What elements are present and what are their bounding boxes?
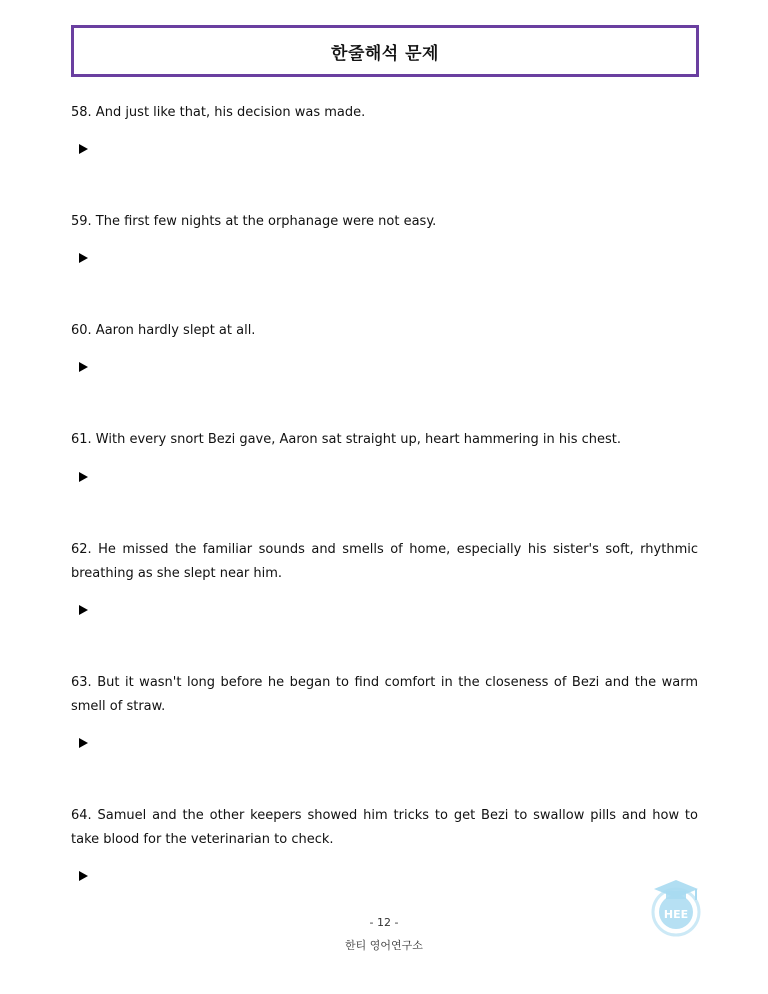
footer-organization: 한티 영어연구소 (345, 939, 423, 952)
question-61 (71, 428, 698, 452)
answer-arrow-icon (79, 738, 88, 748)
page-number: - 12 - (369, 916, 399, 929)
answer-arrow-icon (79, 144, 88, 154)
question-text: 61. With every snort Bezi gave, Aaron sat straight up, heart hammering in his chest. (71, 432, 622, 447)
answer-arrow-icon (79, 362, 88, 372)
logo-text: HEE (663, 908, 689, 921)
question-59 (71, 210, 698, 234)
question-text: 64. Samuel and the other keepers showed him tricks to get Bezi to swallow pills and how to take blood for the veterinarian to check. (71, 808, 698, 847)
answer-arrow-icon (79, 472, 88, 482)
question-64 (71, 804, 698, 852)
answer-arrow-icon (79, 605, 88, 615)
question-63 (71, 671, 698, 719)
question-text: 58. And just like that, his decision was made. (71, 105, 366, 120)
question-60 (71, 319, 698, 343)
question-text: 59. The first few nights at the orphanage were not easy. (71, 214, 437, 229)
answer-arrow-icon (79, 253, 88, 263)
question-62 (71, 538, 698, 586)
title-box (71, 25, 699, 77)
answer-arrow-icon (79, 871, 88, 881)
page-title: 한줄해석 문제 (331, 43, 439, 64)
graduation-cap-icon (648, 876, 704, 940)
question-text: 63. But it wasn't long before he began to find comfort in the closeness of Bezi and the warm smell of straw. (71, 675, 698, 714)
question-58 (71, 101, 698, 125)
question-text: 60. Aaron hardly slept at all. (71, 323, 256, 338)
hee-logo (648, 876, 704, 940)
question-text: 62. He missed the familiar sounds and smells of home, especially his sister's soft, rhythmic breathing as she slept near him. (71, 542, 698, 581)
